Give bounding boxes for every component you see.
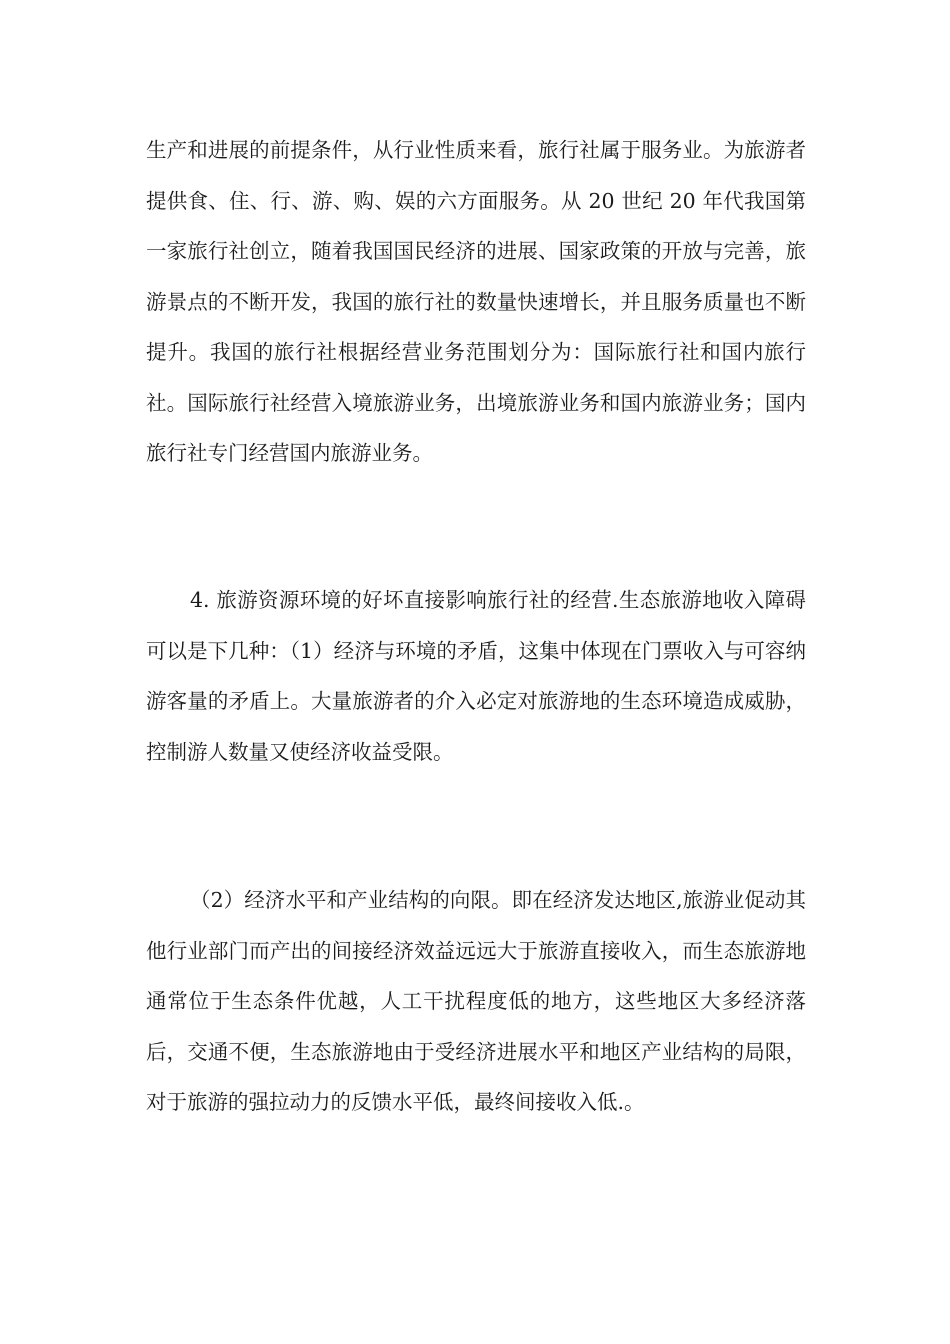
paragraph-economic-level: （2）经济水平和产业结构的向限。即在经济发达地区,旅游业促动其他行业部门而产出的间接经济效益远远大于旅游直接收入，而生态旅游地通常位于生态条件优越，人工干扰程度低的地方，这些地区大多经济落后，交通不便，生态旅游地由于受经济进展水平和地区产业结构的局限，对于旅游的强拉动力的反馈水平低，最终间接收入低.。: [146, 888, 806, 1114]
paragraph-travel-agency-overview: 生产和进展的前提条件，从行业性质来看，旅行社属于服务业。为旅游者提供食、住、行、游、购、娱的六方面服务。从 20 世纪 20 年代我国第一家旅行社创立，随着我国国民经济的进展、国家政策的开放与完善，旅游景点的不断开发，我国的旅行社的数量快速增长，并且服务质量也不断提升。我国的旅行社根据经营业务范围划分为：国际旅行社和国内旅行社。国际旅行社经营入境旅游业务，出境旅游业务和国内旅游业务；国内旅行社专门经营国内旅游业务。: [146, 138, 806, 465]
paragraph-resource-environment: 4. 旅游资源环境的好坏直接影响旅行社的经营.生态旅游地收入障碍可以是下几种：（1）经济与环境的矛盾，这集中体现在门票收入与可容纳游客量的矛盾上。大量旅游者的介入必定对旅游地的生态环境造成威胁，控制游人数量又使经济收益受限。: [146, 588, 806, 764]
